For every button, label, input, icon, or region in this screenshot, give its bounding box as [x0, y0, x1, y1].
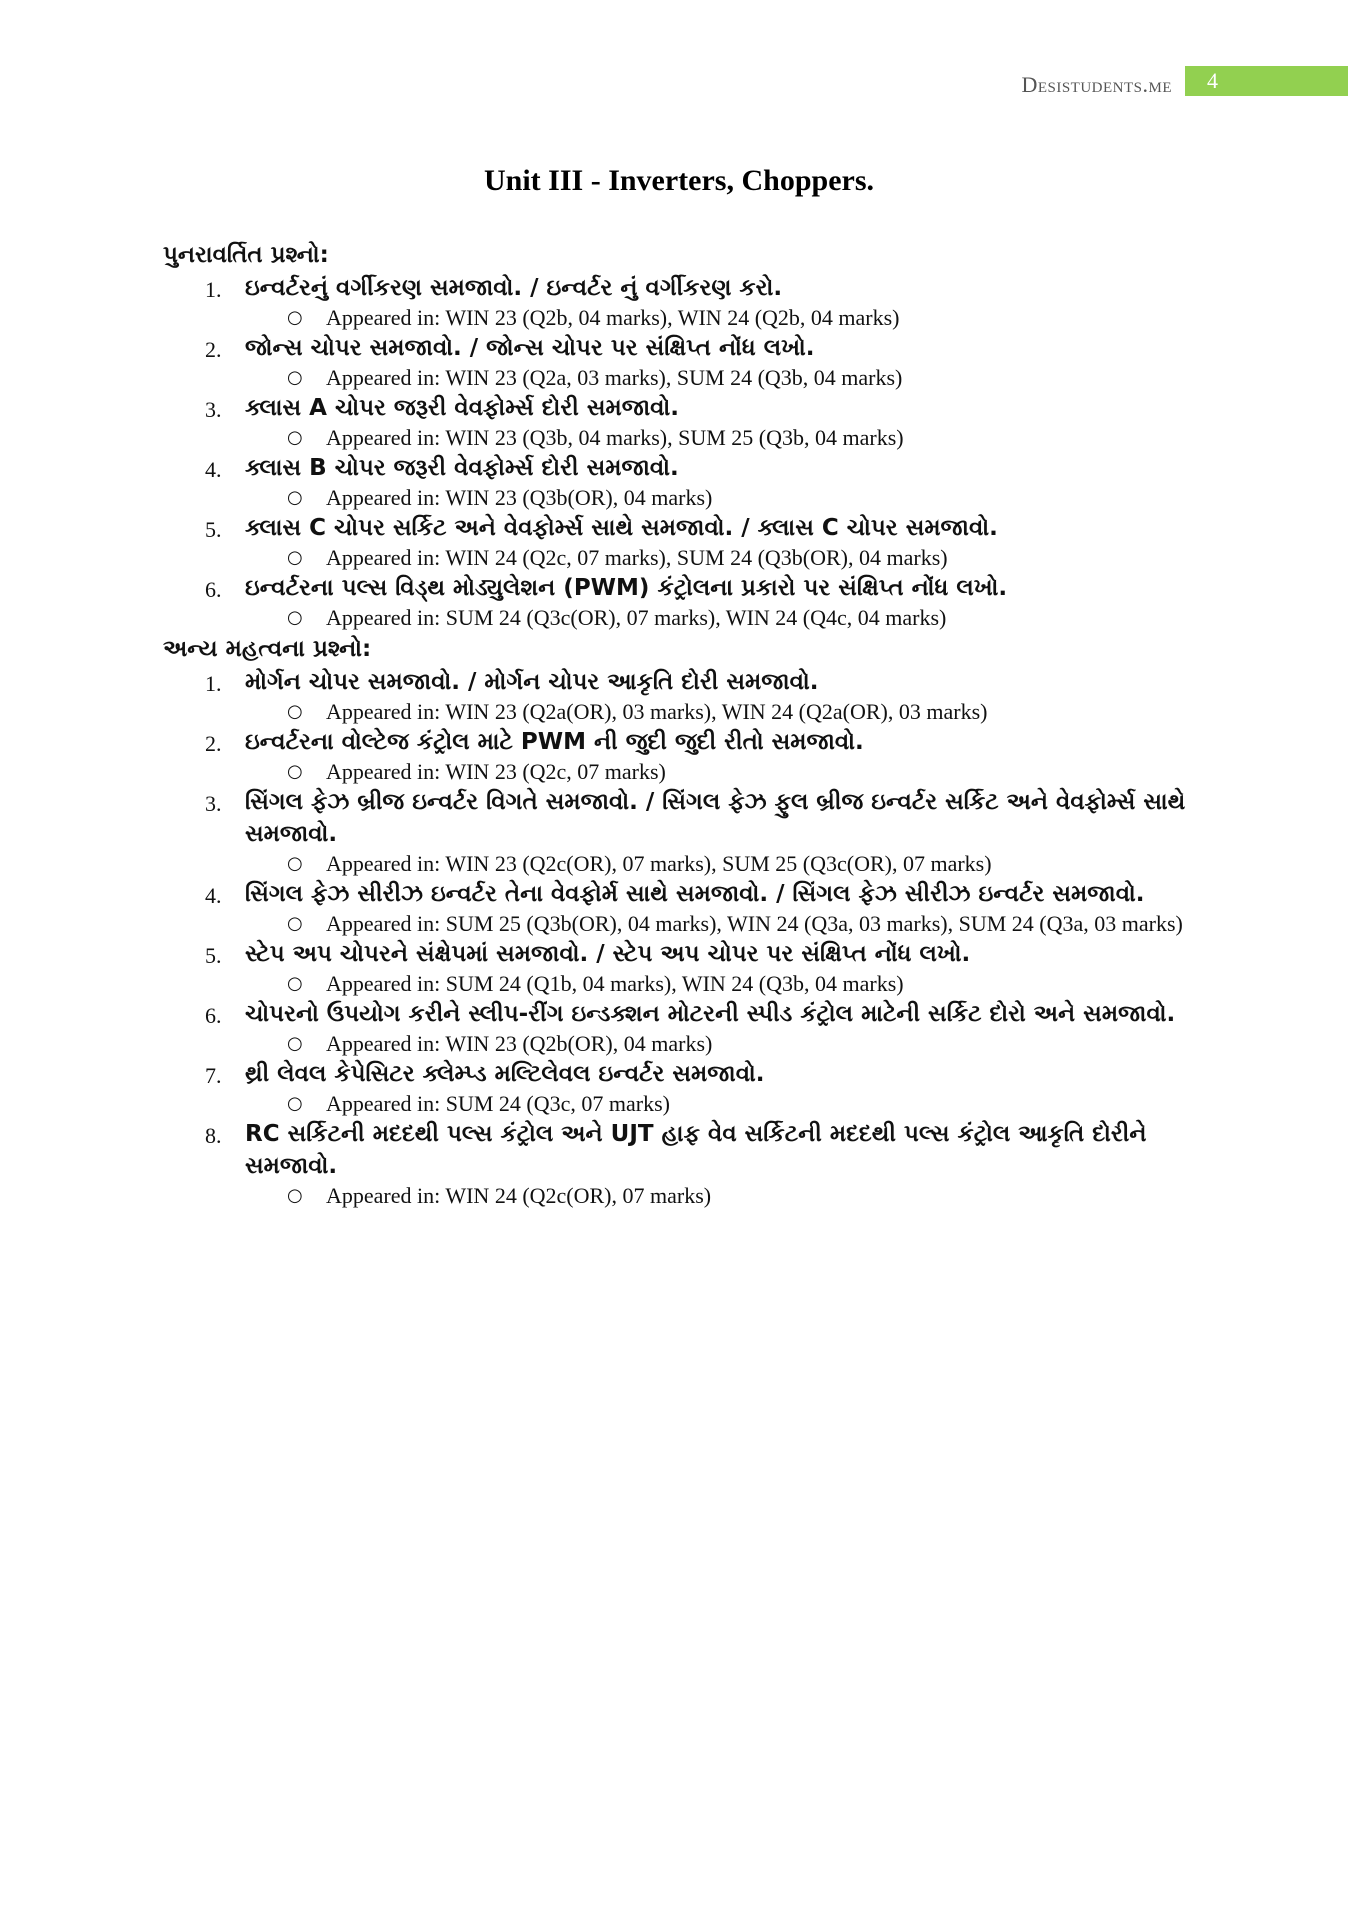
question-item — [163, 452, 1193, 484]
appeared-in — [163, 484, 1193, 512]
appeared-in-text: Appeared in: WIN 23 (Q3b, 04 marks), SUM 25 (Q3b, 04 marks) — [326, 425, 904, 450]
bullet-icon: ○ — [287, 701, 303, 722]
question-item — [163, 332, 1193, 364]
header-site-name: Desistudents.me — [1021, 72, 1172, 97]
appeared-in-text: Appeared in: WIN 23 (Q2a, 03 marks), SUM 24 (Q3b, 04 marks) — [326, 365, 903, 390]
section-heading: અન્ય મહત્વના પ્રશ્નો: — [163, 636, 372, 662]
bullet-icon: ○ — [287, 973, 303, 994]
appeared-in-text: Appeared in: WIN 23 (Q2c, 07 marks) — [326, 759, 666, 784]
question-number: 1. — [205, 671, 222, 696]
question-item — [163, 938, 1193, 970]
bullet-icon: ○ — [287, 1033, 303, 1054]
question-text: ક્લાસ A ચોપર જરૂરી વેવફોર્મ્સ દોરી સમજાવો. — [245, 395, 679, 421]
question-text: ઇન્વર્ટરના વોલ્ટેજ કંટ્રોલ માટે PWM ની જુદી જુદી રીતો સમજાવો. — [245, 729, 864, 755]
question-number: 4. — [205, 457, 222, 482]
appeared-in-text: Appeared in: WIN 23 (Q3b(OR), 04 marks) — [326, 485, 713, 510]
question-text: ચોપરનો ઉપયોગ કરીને સ્લીપ-રીંગ ઇન્ડક્શન મોટરની સ્પીડ કંટ્રોલ માટેની સર્કિટ દોરો અને સમજાવો. — [245, 1001, 1176, 1027]
bullet-icon: ○ — [287, 607, 303, 628]
appeared-in-text: Appeared in: WIN 23 (Q2a(OR), 03 marks), WIN 24 (Q2a(OR), 03 marks) — [326, 699, 988, 724]
appeared-in — [163, 1090, 1193, 1118]
question-item — [163, 1118, 1193, 1182]
question-number: 7. — [205, 1063, 222, 1088]
question-text: મોર્ગન ચોપર સમજાવો. / મોર્ગન ચોપર આકૃતિ દોરી સમજાવો. — [245, 669, 819, 695]
question-text: સિંગલ ફેઝ બ્રીજ ઇન્વર્ટર વિગતે સમજાવો. / સિંગલ ફેઝ ફુલ બ્રીજ ઇન્વર્ટર સર્કિટ અને વેવફોર્મ્સ સાથે સમજાવો. — [245, 789, 1186, 847]
question-content — [163, 238, 1193, 1210]
question-number: 6. — [205, 1003, 222, 1028]
question-text: ક્લાસ B ચોપર જરૂરી વેવફોર્મ્સ દોરી સમજાવો. — [245, 455, 679, 481]
question-item — [163, 392, 1193, 424]
question-number: 5. — [205, 517, 222, 542]
appeared-in — [163, 758, 1193, 786]
question-number: 8. — [205, 1123, 222, 1148]
bullet-icon: ○ — [287, 853, 303, 874]
appeared-in-text: Appeared in: SUM 24 (Q1b, 04 marks), WIN 24 (Q3b, 04 marks) — [326, 971, 904, 996]
appeared-in — [163, 604, 1193, 632]
appeared-in — [163, 970, 1193, 998]
bullet-icon: ○ — [287, 547, 303, 568]
question-text: ક્લાસ C ચોપર સર્કિટ અને વેવફોર્મ્સ સાથે સમજાવો. / ક્લાસ C ચોપર સમજાવો. — [245, 515, 998, 541]
appeared-in — [163, 1182, 1193, 1210]
question-number: 2. — [205, 337, 222, 362]
question-item — [163, 1058, 1193, 1090]
section-heading: પુનરાવર્તિત પ્રશ્નો: — [163, 242, 329, 268]
section-other-important-questions — [163, 632, 1193, 1210]
question-item — [163, 572, 1193, 604]
question-text: ઇન્વર્ટરના પલ્સ વિડ્થ મોડ્યુલેશન (PWM) કંટ્રોલના પ્રકારો પર સંક્ષિપ્ત નોંધ લખો. — [245, 575, 1008, 601]
unit-title: Unit III - Inverters, Choppers. — [484, 164, 874, 197]
question-number: 3. — [205, 397, 222, 422]
question-item — [163, 726, 1193, 758]
question-item — [163, 998, 1193, 1030]
bullet-icon: ○ — [287, 427, 303, 448]
appeared-in-text: Appeared in: WIN 24 (Q2c(OR), 07 marks) — [326, 1183, 712, 1208]
page-number-badge: 4 — [1185, 66, 1348, 96]
appeared-in — [163, 544, 1193, 572]
appeared-in — [163, 850, 1193, 878]
appeared-in — [163, 910, 1193, 938]
bullet-icon: ○ — [287, 307, 303, 328]
question-text: સિંગલ ફેઝ સીરીઝ ઇન્વર્ટર તેના વેવફોર્મ સાથે સમજાવો. / સિંગલ ફેઝ સીરીઝ ઇન્વર્ટર સમજાવો. — [245, 881, 1145, 907]
bullet-icon: ○ — [287, 367, 303, 388]
question-text: RC સર્કિટની મદદથી પલ્સ કંટ્રોલ અને UJT હાફ વેવ સર્કિટની મદદથી પલ્સ કંટ્રોલ આકૃતિ દોરીને સમજાવો. — [245, 1121, 1147, 1179]
question-item — [163, 878, 1193, 910]
appeared-in — [163, 1030, 1193, 1058]
section-repeated-questions — [163, 238, 1193, 632]
question-number: 2. — [205, 731, 222, 756]
appeared-in-text: Appeared in: WIN 23 (Q2b(OR), 04 marks) — [326, 1031, 713, 1056]
question-text: જોન્સ ચોપર સમજાવો. / જોન્સ ચોપર પર સંક્ષિપ્ત નોંધ લખો. — [245, 335, 815, 361]
question-item — [163, 666, 1193, 698]
bullet-icon: ○ — [287, 761, 303, 782]
bullet-icon: ○ — [287, 487, 303, 508]
question-number: 3. — [205, 791, 222, 816]
appeared-in-text: Appeared in: SUM 25 (Q3b(OR), 04 marks), WIN 24 (Q3a, 03 marks), SUM 24 (Q3a, 03 marks) — [326, 911, 1183, 936]
question-number: 5. — [205, 943, 222, 968]
appeared-in-text: Appeared in: WIN 23 (Q2b, 04 marks), WIN 24 (Q2b, 04 marks) — [326, 305, 900, 330]
question-text: ઇન્વર્ટરનું વર્ગીકરણ સમજાવો. / ઇન્વર્ટર નું વર્ગીકરણ કરો. — [245, 275, 783, 301]
appeared-in-text: Appeared in: WIN 24 (Q2c, 07 marks), SUM 24 (Q3b(OR), 04 marks) — [326, 545, 948, 570]
question-number: 6. — [205, 577, 222, 602]
bullet-icon: ○ — [287, 913, 303, 934]
question-text: થ્રી લેવલ કેપેસિટર ક્લેમ્પ્ડ મલ્ટિલેવલ ઇન્વર્ટર સમજાવો. — [245, 1061, 765, 1087]
bullet-icon: ○ — [287, 1185, 303, 1206]
appeared-in — [163, 304, 1193, 332]
question-item — [163, 512, 1193, 544]
appeared-in-text: Appeared in: SUM 24 (Q3c(OR), 07 marks), WIN 24 (Q4c, 04 marks) — [326, 605, 947, 630]
question-number: 4. — [205, 883, 222, 908]
appeared-in — [163, 424, 1193, 452]
appeared-in — [163, 698, 1193, 726]
question-item — [163, 272, 1193, 304]
question-item — [163, 786, 1193, 850]
bullet-icon: ○ — [287, 1093, 303, 1114]
question-text: સ્ટેપ અપ ચોપરને સંક્ષેપમાં સમજાવો. / સ્ટેપ અપ ચોપર પર સંક્ષિપ્ત નોંધ લખો. — [245, 941, 971, 967]
appeared-in-text: Appeared in: WIN 23 (Q2c(OR), 07 marks), SUM 25 (Q3c(OR), 07 marks) — [326, 851, 992, 876]
appeared-in — [163, 364, 1193, 392]
question-number: 1. — [205, 277, 222, 302]
appeared-in-text: Appeared in: SUM 24 (Q3c, 07 marks) — [326, 1091, 670, 1116]
